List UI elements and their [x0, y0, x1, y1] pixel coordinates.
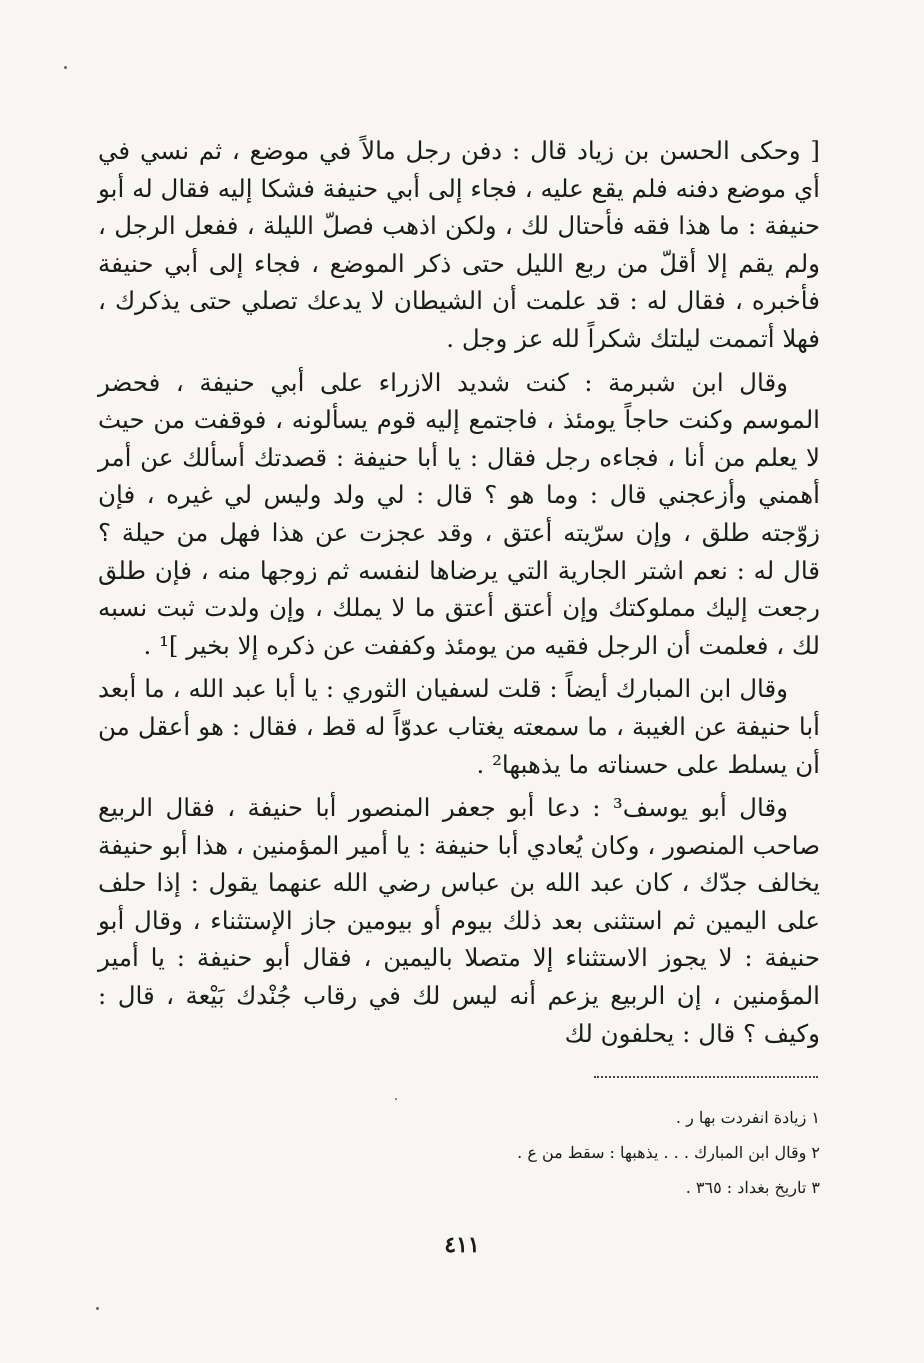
footnote-1: ١ زيادة انفردت بها ر .	[675, 1108, 820, 1127]
paragraph-2: وقال ابن شبرمة : كنت شديد الازراء على أبي حنيفة ، فحضر الموسم وكنت حاجاً يومئذ ، فاجتمع إليه قوم يسألونه ، فوقفت من حيث لا يعلم من أنا ، فجاءه رجل فقال : يا أبا حنيفة : قصدتك أسألك عن أمر أهمني وأزعجني قال : وما هو ؟ قال : لي ولد وليس لي غيره ، فإن زوّجته طلق ، وإن سرّيته أعتق ، وقد عجزت عن هذا فهل من حيلة ؟ قال له : نعم اشتر الجارية التي يرضاها لنفسه ثم زوجها منه ، فإن طلق رجعت إليك مملوكتك وإن أعتق أعتق ما لا يملك ، وإن ولدت ثبت نسبه لك ، فعلمت أن الرجل فقيه من يومئذ وكففت عن ذكره إلا بخير ]¹ .	[98, 367, 820, 660]
paragraph-1: [ وحكى الحسن بن زياد قال : دفن رجل مالاً في موضع ، ثم نسي في أي موضع دفنه فلم يقع عليه ، فجاء إلى أبي حنيفة فشكا إليه فقال له أبو حنيفة : ما هذا فقه فأحتال لك ، ولكن اذهب فصلّ الليلة ، ففعل الرجل ، ولم يقم إلا أقلّ من ربع الليل حتى ذكر الموضع ، فجاء إلى أبي حنيفة فأخبره ، فقال له : قد علمت أن الشيطان لا يدعك تصلي حتى يذكرك ، فهلا أتممت ليلتك شكراً لله عز وجل .	[98, 136, 820, 353]
footnote-3: ٣ تاريخ بغداد : ٣٦٥ .	[685, 1178, 820, 1197]
print-speck	[64, 66, 67, 69]
main-text	[98, 132, 820, 1058]
paragraph-3: وقال ابن المبارك أيضاً : قلت لسفيان الثوري : يا أبا عبد الله ، ما أبعد أبا حنيفة عن الغيبة ، ما سمعته يغتاب عدوّاً له قط ، فقال : هو أعقل من أن يسلط على حسناته ما يذهبها² .	[98, 674, 820, 779]
footnote-separator	[594, 1076, 818, 1078]
footnote-2: ٢ وقال ابن المبارك . . . يذهبها : سقط من ع .	[517, 1143, 820, 1162]
footnotes	[430, 1100, 820, 1205]
page-number: ٤١١	[444, 1232, 480, 1258]
print-speck	[96, 1307, 99, 1310]
print-speck	[395, 1098, 397, 1100]
paragraph-4: وقال أبو يوسف³ : دعا أبو جعفر المنصور أبا حنيفة ، فقال الربيع صاحب المنصور ، وكان يُعادي أبا حنيفة : يا أمير المؤمنين ، هذا أبو حنيفة يخالف جدّك ، كان عبد الله بن عباس رضي الله عنهما يقول : إذا حلف على اليمين ثم استثنى بعد ذلك بيوم أو بيومين جاز الإستثناء ، وقال أبو حنيفة : لا يجوز الاستثناء إلا متصلا باليمين ، فقال أبو حنيفة : يا أمير المؤمنين ، إن الربيع يزعم أنه ليس لك في رقاب جُنْدك بَيْعة ، قال : وكيف ؟ قال : يحلفون لك	[98, 793, 820, 1048]
